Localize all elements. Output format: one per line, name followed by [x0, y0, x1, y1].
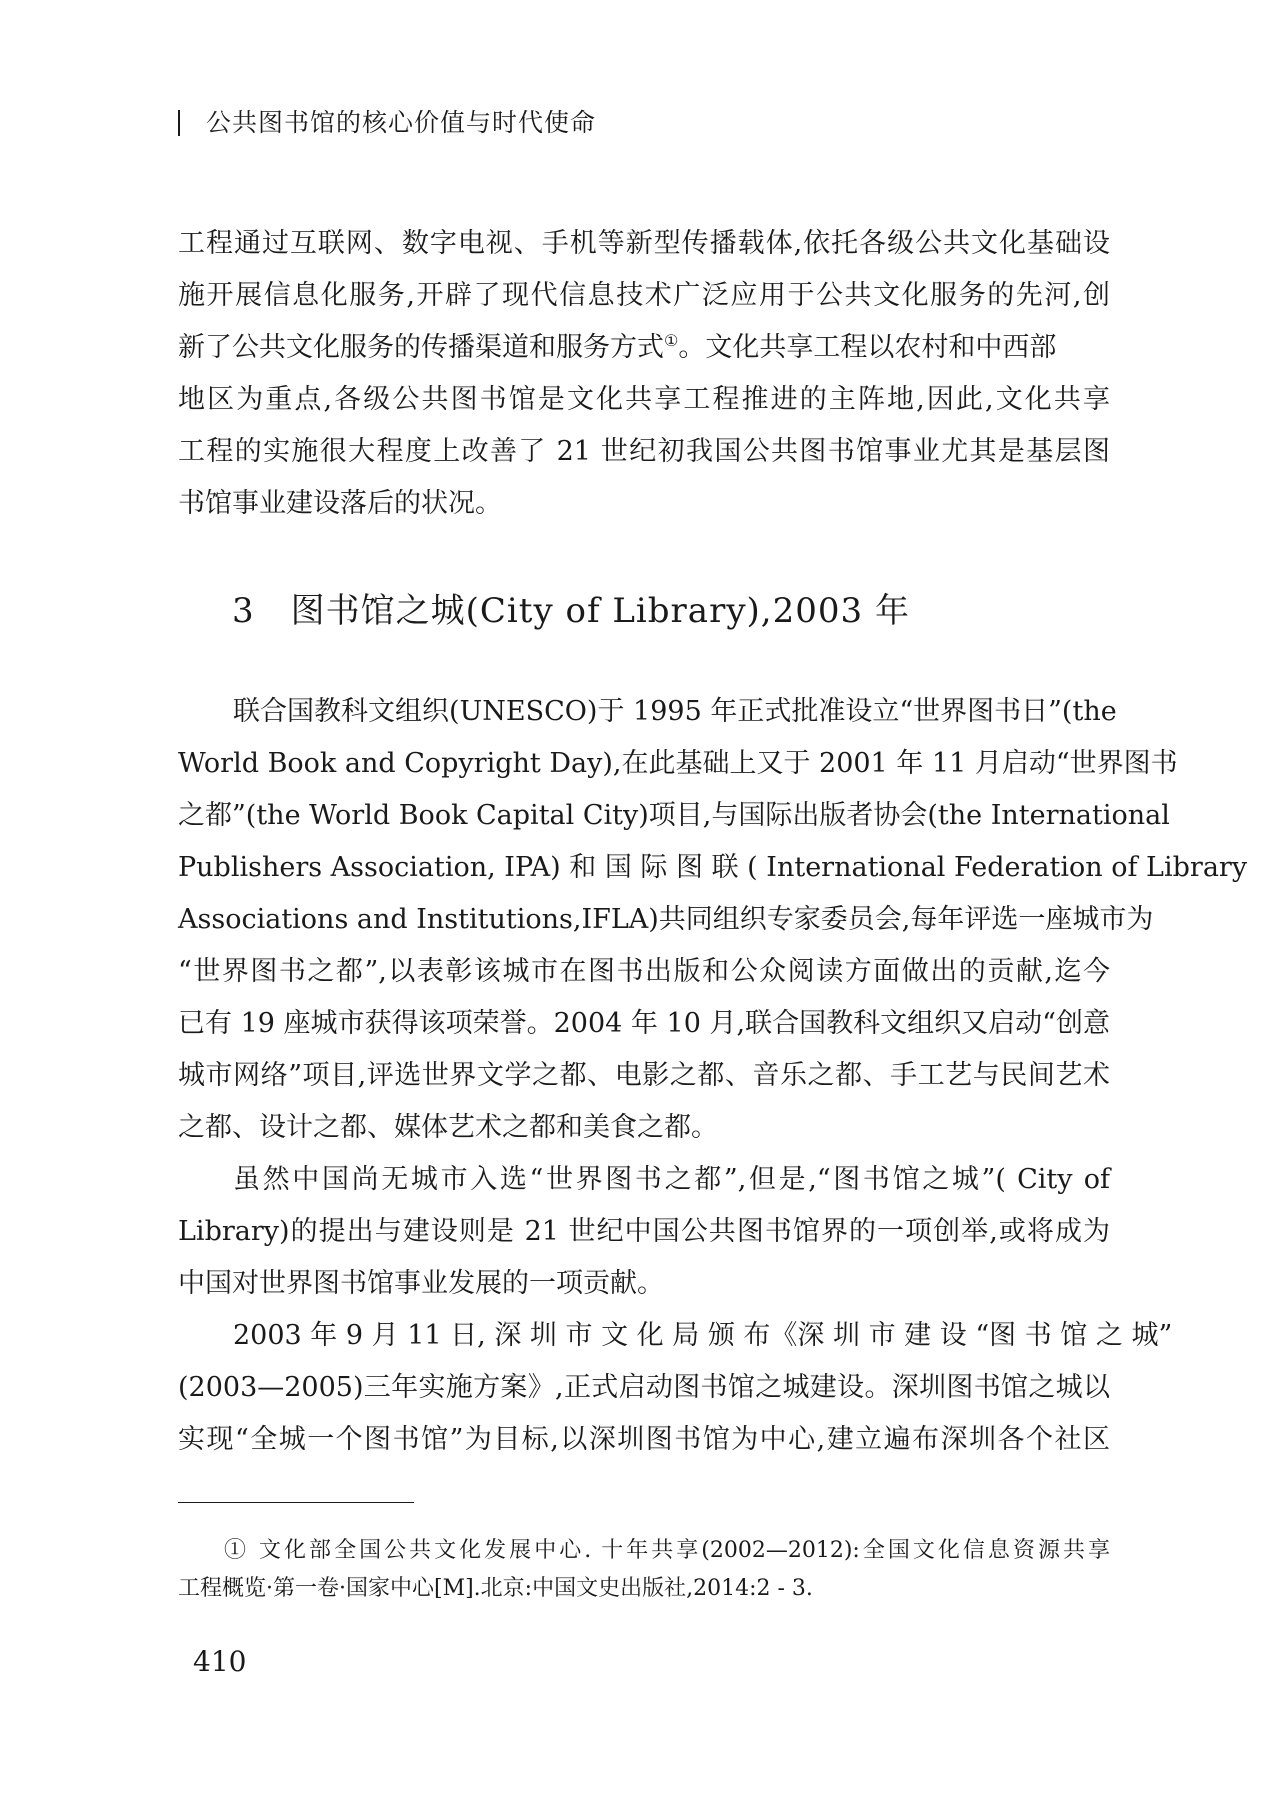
text-line: 地区为重点,各级公共图书馆是文化共享工程推进的主阵地,因此,文化共享: [178, 384, 1110, 415]
footnote-marker: ①: [664, 331, 679, 350]
footnote-line: 工程概览·第一卷·国家中心[M].北京:中国文史出版社,2014:2 - 3.: [178, 1576, 813, 1601]
footnote: [178, 1532, 1110, 1608]
text-line: 城市网络”项目,评选世界文学之都、电影之都、音乐之都、手工艺与民间艺术: [178, 1060, 1110, 1091]
text-line: “世界图书之都”,以表彰该城市在图书出版和公众阅读方面做出的贡献,迄今: [178, 956, 1110, 987]
text-line: 工程通过互联网、数字电视、手机等新型传播载体,依托各级公共文化基础设: [178, 228, 1110, 259]
running-header: [178, 106, 596, 140]
text-line: World Book and Copyright Day),在此基础上又于 2001 年 11 月启动“世界图书: [178, 748, 1178, 779]
paragraph-continued: [178, 218, 1110, 530]
section-number: 3: [232, 591, 255, 631]
text-line: 虽然中国尚无城市入选“世界图书之都”,但是,“图书馆之城”( City of: [233, 1164, 1110, 1195]
running-header-title: 公共图书馆的核心价值与时代使命: [206, 108, 597, 137]
section-title: 图书馆之城(City of Library),2003 年: [290, 591, 910, 631]
section-heading: [232, 586, 910, 636]
text-line: 已有 19 座城市获得该项荣誉。2004 年 10 月,联合国教科文组织又启动“创意: [178, 1008, 1110, 1039]
text-line: (2003—2005)三年实施方案》,正式启动图书馆之城建设。深圳图书馆之城以: [178, 1372, 1110, 1403]
page-number: 410: [193, 1645, 247, 1678]
text-line: 2003 年 9 月 11 日, 深 圳 市 文 化 局 颁 布《深 圳 市 建 设 “图 书 馆 之 城”: [233, 1320, 1173, 1351]
header-rule-mark: [178, 110, 180, 136]
text-line: 施开展信息化服务,开辟了现代信息技术广泛应用于公共文化服务的先河,创: [178, 280, 1110, 311]
text-line: Associations and Institutions,IFLA)共同组织专家委员会,每年评选一座城市为: [178, 904, 1154, 935]
text-line: 工程的实施很大程度上改善了 21 世纪初我国公共图书馆事业尤其是基层图: [178, 436, 1110, 467]
footnote-line: ① 文化部全国公共文化发展中心. 十年共享(2002—2012):全国文化信息资源共享: [224, 1538, 1110, 1563]
text-line: 实现“全城一个图书馆”为目标,以深圳图书馆为中心,建立遍布深圳各个社区: [178, 1424, 1110, 1455]
text-line: 之都、设计之都、媒体艺术之都和美食之都。: [178, 1112, 718, 1143]
paragraph-unesco: [178, 686, 1248, 1154]
paragraph-shenzhen: [178, 1310, 1173, 1466]
text-line: Library)的提出与建设则是 21 世纪中国公共图书馆界的一项创举,或将成为: [178, 1216, 1110, 1247]
text-line: 书馆事业建设落后的状况。: [178, 488, 502, 519]
text-line: 之都”(the World Book Capital City)项目,与国际出版者协会(the International: [178, 800, 1170, 831]
text-line: 中国对世界图书馆事业发展的一项贡献。: [178, 1268, 664, 1299]
text-line: Publishers Association, IPA) 和 国 际 图 联 ( International Federation of Library: [178, 852, 1248, 883]
text-line: 新了公共文化服务的传播渠道和服务方式①。文化共享工程以农村和中西部: [178, 331, 1057, 363]
footnote-rule: [178, 1502, 414, 1503]
text-line: 联合国教科文组织(UNESCO)于 1995 年正式批准设立“世界图书日”(the: [233, 696, 1117, 727]
paragraph-china: [178, 1154, 1110, 1310]
